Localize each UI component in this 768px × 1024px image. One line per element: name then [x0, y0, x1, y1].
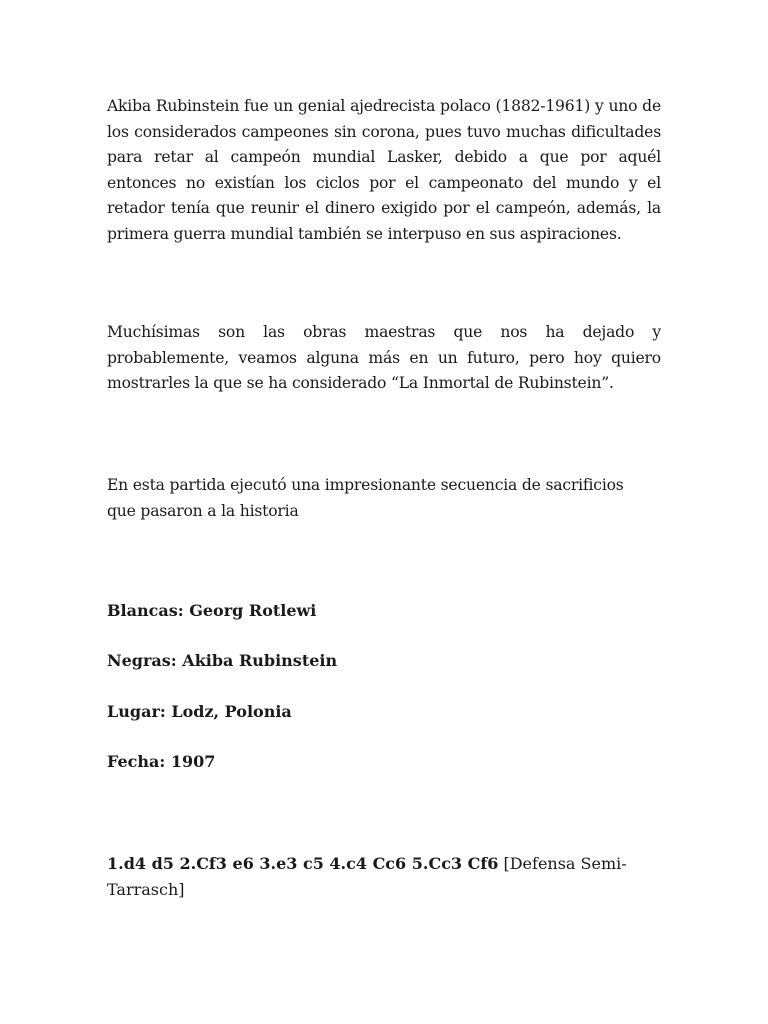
sacrifices-paragraph: En esta partida ejecutó una impresionante secuencia de sacrificios que pasaron a la historia — [107, 476, 624, 520]
opening-moves — [107, 851, 627, 903]
intro-paragraph: Akiba Rubinstein fue un genial ajedrecista polaco (1882-1961) y uno de los considerados campeones sin corona, pues tuvo muchas dificultades para retar al campeón mundial Lasker, debido a que por aquél entonces no existían los ciclos por el campeonato del mundo y el retador tenía que reunir el dinero exigido por el campeón, además, la primera guerra mundial también se interpuso en sus aspiraciones. — [107, 97, 661, 243]
opening-name: [Defensa Semi-Tarrasch] — [107, 854, 627, 899]
black-player: Negras: Akiba Rubinstein — [107, 651, 338, 670]
move-notation: 1.d4 d5 2.Cf3 e6 3.e3 c5 4.c4 Cc6 5.Cc3 Cf6 — [107, 854, 499, 873]
white-player: Blancas: Georg Rotlewi — [107, 601, 317, 620]
masterpieces-paragraph: Muchísimas son las obras maestras que nos ha dejado y probablemente, veamos alguna más en un futuro, pero hoy quiero mostrarles la que se ha considerado “La Inmortal de Rubinstein”. — [107, 323, 661, 392]
game-location: Lugar: Lodz, Polonia — [107, 702, 292, 721]
game-date: Fecha: 1907 — [107, 752, 216, 771]
